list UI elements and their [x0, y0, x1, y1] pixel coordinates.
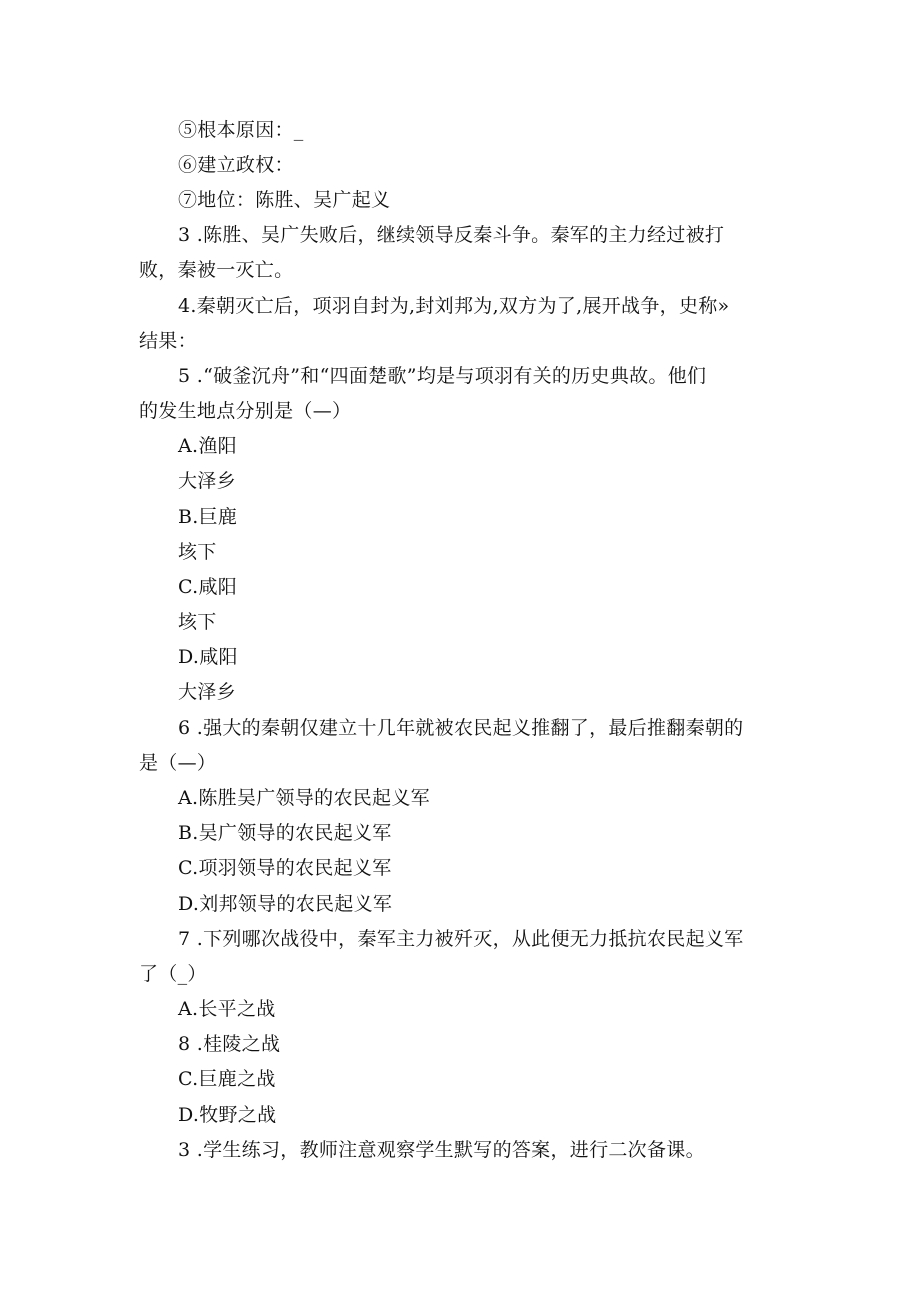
text-line: ⑦地位：陈胜、吴广起义	[178, 189, 391, 211]
text-line: 垓下	[178, 541, 217, 563]
text-line: 败，秦被一灭亡。	[139, 259, 294, 281]
text-line: A.渔阳	[178, 435, 237, 457]
text-line: 3 .学生练习，教师注意观察学生默写的答案，进行二次备课。	[178, 1139, 705, 1161]
text-line: D.刘邦领导的农民起义军	[178, 893, 393, 915]
text-line: 大泽乡	[178, 681, 236, 703]
text-line: 垓下	[178, 611, 217, 633]
text-line: B.吴广领导的农民起义军	[178, 822, 392, 844]
text-line: ⑤根本原因：_	[178, 119, 304, 141]
text-line: 7 .下列哪次战役中，秦军主力被歼灭，从此便无力抵抗农民起义军	[178, 928, 744, 950]
text-line: C.咸阳	[178, 576, 238, 598]
text-line: ⑥建立政权：	[178, 154, 294, 176]
text-line: 了（_）	[139, 963, 207, 985]
text-line: 8 .桂陵之战	[178, 1033, 281, 1055]
text-line: C.项羽领导的农民起义军	[178, 857, 392, 879]
text-line: D.牧野之战	[178, 1104, 277, 1126]
text-line: 5 .“破釜沉舟”和“四面楚歌”均是与项羽有关的历史典故。他们	[178, 365, 707, 387]
text-line: A.长平之战	[178, 998, 276, 1020]
text-line: B.巨鹿	[178, 506, 238, 528]
text-line: 的发生地点分别是（—）	[139, 400, 352, 422]
text-line: 结果：	[139, 330, 197, 352]
text-line: 4.秦朝灭亡后，项羽自封为,封刘邦为,双方为了,展开战争，史称»	[178, 295, 730, 317]
text-line: D.咸阳	[178, 646, 238, 668]
text-line: A.陈胜吴广领导的农民起义军	[178, 787, 430, 809]
text-line: 3 .陈胜、吴广失败后，继续领导反秦斗争。秦军的主力经过被打	[178, 224, 725, 246]
text-line: 是（—）	[139, 752, 217, 774]
text-line: 大泽乡	[178, 470, 236, 492]
text-line: 6 .强大的秦朝仅建立十几年就被农民起义推翻了，最后推翻秦朝的	[178, 717, 744, 739]
text-line: C.巨鹿之战	[178, 1068, 276, 1090]
